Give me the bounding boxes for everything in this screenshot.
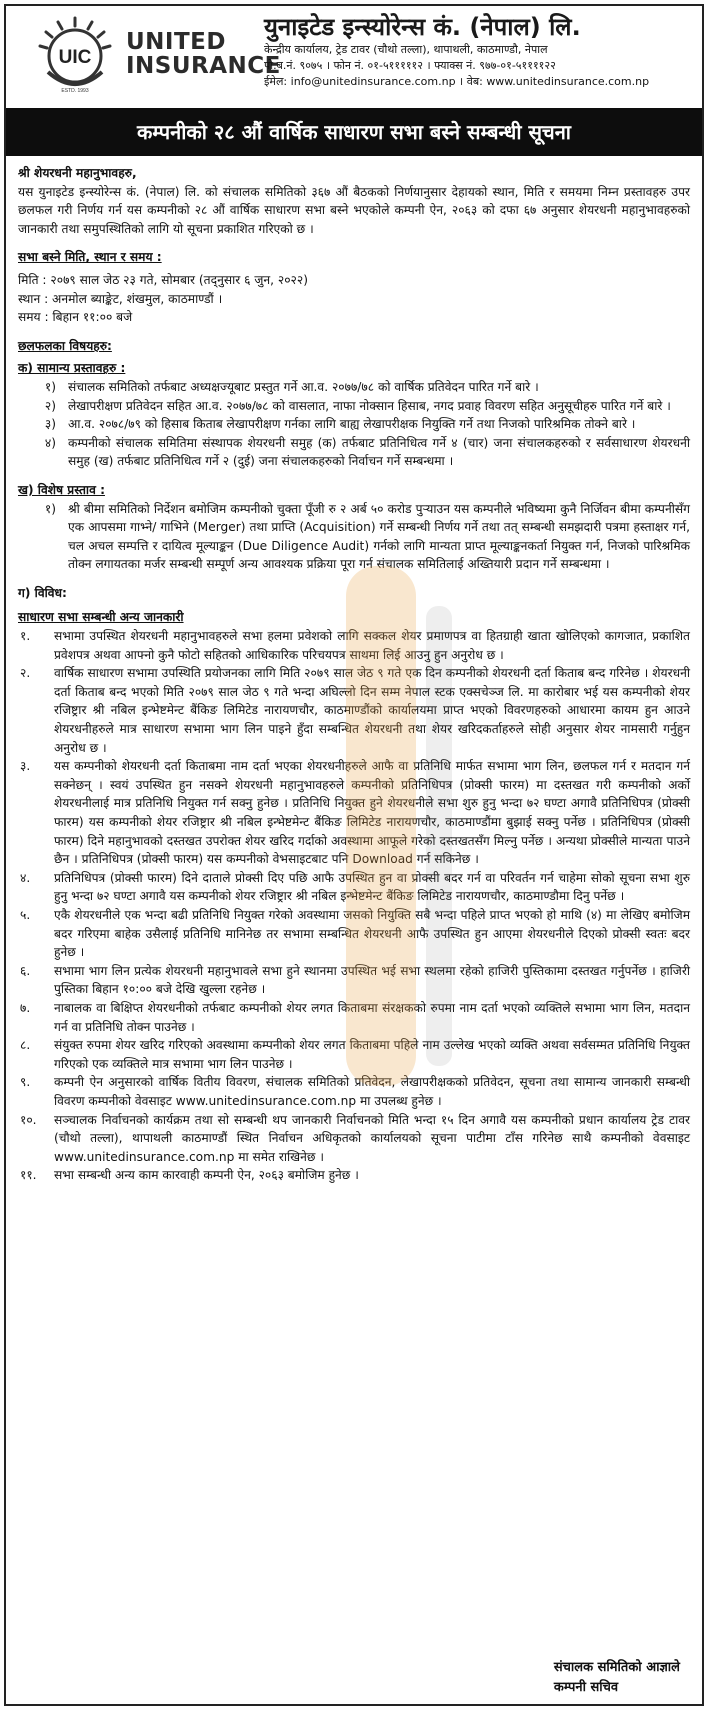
address: केन्द्रीय कार्यालय, ट्रेड टावर (चौथो तल्ला), थापाथली, काठमाण्डौ, नेपाल [264,43,548,56]
other-info-item-number: ३. [20,759,31,774]
other-info-item [18,757,690,869]
other-info-item-text: वार्षिक साधारण सभामा उपस्थिति प्रयोजनका लागि मिति २०७९ साल जेठ ९ गते एक दिन कम्पनीको शेयरधनी दर्ता किताब बन्द गरिनेछ । शेयरधनी दर्ता किताब बन्द भएको मिति २०७९ साल जेठ ९ गते भन्दा अघिल्लो दिन सम्म नेपाल स्टक एक्सचेञ्ज लि. मा कारोबार भई यस कम्पनीको शेयर रजिष्ट्रार श्री नबिल इन्भेष्टमेन्ट बैंकिङ लिमिटेड नारायणचौर, काठमाण्डौंको कार्यालयमा प्राप्त भएको विवरणहरुको आधारमा कायम हुन आउने शेयरधनीहरुले मात्र साधारण सभामा भाग लिन पाइने हुँदा सम्बन्धित शेयरधनी तथा शेयर खरिदकर्ताहरुले सोही अनुसार शेयर नामसारी गर्नुहुन अनुरोध छ । [54,666,690,755]
other-info-item [18,1166,690,1185]
general-proposal-item-number: ३) [44,417,56,432]
company-name-nepali: युनाइटेड इन्स्योरेन्स कं. (नेपाल) लि. [264,13,581,41]
other-info-item-text: नाबालक वा बिक्षिप्त शेयरधनीको तर्फबाट कम्पनीको शेयर लगत किताबमा संरक्षकको रुपमा नाम दर्ता भएको व्यक्तिले सभामा भाग लिन, मतदान गर्न वा प्रतिनिधि तोक्न पाउनेछ । [54,1000,690,1034]
other-info-item [18,1111,690,1167]
salutation: श्री शेयरधनी महानुभावहरु, [18,166,137,180]
other-info-item-number: ७. [20,1000,31,1015]
company-logo [36,16,114,96]
notice-body [6,156,702,1185]
other-info-item [18,962,690,999]
signature-line2: कम्पनी सचिव [553,1680,619,1695]
other-info-item [18,664,690,757]
other-info-item [18,999,690,1036]
signature-block [554,1658,680,1698]
general-proposals-heading: क) सामान्य प्रस्तावहरु : [18,361,126,376]
general-proposal-item-text: लेखापरीक्षण प्रतिवेदन सहित आ.व. २०७७/७८ को वासलात, नाफा नोक्सान हिसाब, नगद प्रवाह विवरण सहित अनुसूचीहरु पारित गर्ने बारे । [68,398,671,413]
other-info-item-text: सभामा भाग लिन प्रत्येक शेयरधनी महानुभावले सभा हुने स्थानमा उपस्थित भई सभा स्थलमा रहेको हाजिरी पुस्तिकामा दस्तखत गर्नुपर्नेछ । हाजिरी पुस्तिका बिहान १०:०० बजे देखि खुल्ला रहनेछ । [54,963,690,997]
other-info-item-number: ४. [20,870,31,885]
brand-name [126,30,281,78]
notice-frame [4,4,704,1706]
misc-heading: ग) विविध: [18,585,67,600]
general-proposal-item [18,434,690,471]
other-info-item [18,869,690,906]
other-info-item-number: ८. [20,1038,31,1053]
other-info-item [18,906,690,962]
signature-line1: संचालक समितिको आज्ञाले [553,1660,680,1675]
brand-line1: UNITED [126,29,226,55]
agenda-heading: छलफलका विषयहरु: [18,338,112,353]
other-info-item-text: सञ्चालक निर्वाचनको कार्यक्रम तथा सो सम्बन्धी थप जानकारी निर्वाचनको मिति भन्दा १५ दिन अगावै यस कम्पनीको प्रधान कार्यालय ट्रेड टावर (चौथो तल्ला), थापाथली काठमाण्डौं स्थित निर्वाचन अधिकृतको कार्यालयको सूचना पाटीमा टाँस गरिनेछ साथै कम्पनीको वेवसाइट www.unitedinsurance.com.np मा समेत राखिनेछ । [54,1112,690,1164]
general-proposal-item-number: १) [44,379,56,394]
notice-title: कम्पनीको २८ औं वार्षिक साधारण सभा बस्ने सम्बन्धी सूचना [6,108,702,156]
email-web: ईमेल: info@unitedinsurance.com.np । वेब: www.unitedinsurance.com.np [264,75,650,88]
general-proposal-item-text: संचालक समितिको तर्फबाट अध्यक्षज्यूबाट प्रस्तुत गर्ने आ.व. २०७७/७८ को वार्षिक प्रतिवेदन पारित गर्ने बारे । [68,379,539,394]
special-proposals-heading: ख) विशेष प्रस्ताव : [18,482,105,497]
po-phone-fax: पो.ब.नं. ९०७५ । फोन नं. ०१-५१११११२ । फ्याक्स नं. ९७७-०१-५११११२२ [264,59,556,72]
other-info-item-text: सभामा उपस्थित शेयरधनी महानुभावहरुले सभा हलमा प्रवेशको लागि सक्कल शेयर प्रमाणपत्र वा हितग्राही खाता खोलिएको कागजात, प्रकाशित प्रवेशपत्र अथवा आफ्नो कुनै फोटो सहितको आधिकारिक परिचयपत्र साथमा लिई आउनु हुन अनुरोध छ । [54,629,690,662]
general-proposal-item [18,378,690,397]
meeting-heading: सभा बस्ने मिति, स्थान र समय : [18,250,162,265]
other-info-item-number: १. [20,629,31,644]
special-proposal-item-text: श्री बीमा समितिको निर्देशन बमोजिम कम्पनीको चुक्ता पूँजी रु २ अर्ब ५० करोड पुऱ्याउन यस कम्पनीले भविष्यमा कुनै निर्जिवन बीमा कम्पनीसँग एक आपसमा गाभ्ने/ गाभिने (Merger) तथा प्राप्ति (Acquisition) गर्ने सम्बन्धी निर्णय गर्ने तथा तत् सम्बन्धी समझदारी पत्रमा हस्ताक्षर गर्न, चल अचल सम्पत्ति र दायित्व मूल्याङ्कन (Due Diligence Audit) गर्नको लागि मान्यता प्राप्त मूल्याङ्कनकर्ता नियुक्त गर्न, निजको पारिश्रमिक तोक्न लगायतका मर्जर सम्बन्धी सम्पूर्ण अन्य आवश्यक प्रक्रिया पूरा गर्न संचालक समितिलाई अख्तियारी प्रदान गर्ने सम्बन्धमा । [68,501,690,572]
special-proposal-item-number: १) [44,501,56,516]
other-info-item [18,627,690,664]
contact-block [264,12,700,90]
other-info-item-number: ९. [20,1075,31,1090]
other-info-item-text: प्रतिनिधिपत्र (प्रोक्सी फारम) दिने दाताले प्रोक्सी दिए पछि आफै उपस्थित हुन वा प्रोक्सी बदर गर्न वा परिवर्तन गर्न चाहेमा सोको सूचना सभा शुरु हुनु भन्दा ७२ घण्टा अगावै यस कम्पनीको शेयर रजिष्ट्रार श्री नबिल इन्भेष्टमेन्ट बैंकिङ लिमिटेड नारायणचौर, काठमाण्डौमा दिनु पर्नेछ । [54,870,690,904]
special-proposals-list [18,500,690,574]
other-info-item [18,1073,690,1110]
other-info-item-number: १०. [20,1112,37,1127]
general-proposals-list [18,378,690,471]
intro-paragraph: यस युनाइटेड इन्स्योरेन्स कं. (नेपाल) लि. को संचालक समितिको ३६७ औं बैठकको निर्णयानुसार देहायको स्थान, मिति र समयमा निम्न प्रस्तावहरु उपर छलफल गरी निर्णय गर्न यस कम्पनीको २८ औं वार्षिक साधारण सभा बस्ने भएकोले कम्पनी ऐन, २०६३ को दफा ६७ अनुसार शेयरधनी महानुभावहरुको जानकारी तथा समुपस्थितिको लागि यो सूचना प्रकाशित गरिएको छ । [18,184,690,236]
other-info-list [18,627,690,1185]
general-proposal-item-number: ४) [44,435,56,450]
general-proposal-item [18,397,690,416]
brand-line2: INSURANCE [126,53,281,79]
logo-est: ESTD. 1993 [61,88,89,94]
general-proposal-item-number: २) [44,398,56,413]
other-info-item-number: २. [20,666,31,681]
meeting-date: मिति : २०७९ साल जेठ २३ गते, सोमबार (तद्नुसार ६ जुन, २०२२) [18,272,308,287]
other-info-item-text: संयुक्त रुपमा शेयर खरिद गरिएको अवस्थामा कम्पनीको शेयर लगत किताबमा पहिले नाम उल्लेख भएको व्यक्ति अथवा सर्वसम्मत प्रतिनिधि नियुक्त गरिएको एक व्यक्तिले मात्र सभामा भाग लिन पाउनेछ । [54,1038,690,1071]
letterhead [6,6,702,108]
other-info-item-number: ५. [20,907,31,922]
other-info-item-text: सभा सम्बन्धी अन्य काम कारवाही कम्पनी ऐन, २०६३ बमोजिम हुनेछ । [54,1168,359,1183]
logo-text: UIC [58,47,92,68]
other-info-item-number: ११. [20,1168,37,1183]
general-proposal-item [18,415,690,434]
other-info-item-text: एकै शेयरधनीले एक भन्दा बढी प्रतिनिधि नियुक्त गरेको अवस्थामा जसको नियुक्ति सबै भन्दा पहिले प्राप्त भएको हो माथि (४) मा लेखिए बमोजिम बदर गरिएमा बाहेक उसैलाई प्रतिनिधि मानिनेछ तर सभामा सम्बन्धित शेयरधनी आफै उपस्थित हुन आएमा शेयरधनीले दिएको प्रोक्सी स्वतः बदर हुनेछ । [54,907,690,960]
meeting-time: समय : बिहान ११:०० बजे [18,310,133,325]
other-info-item-text: कम्पनी ऐन अनुसारको वार्षिक वितीय विवरण, संचालक समितिको प्रतिवेदन, लेखापरीक्षकको प्रतिवेदन, सूचना तथा सामान्य जानकारी सम्बन्धी विवरण कम्पनीको वेवसाइट www.unitedinsurance.com.np मा उपलब्ध हुनेछ । [54,1075,690,1108]
general-proposal-item-text: कम्पनीको संचालक समितिमा संस्थापक शेयरधनी समुह (क) तर्फबाट प्रतिनिधित्व गर्ने ४ (चार) जना संचालकहरुको र सर्वसाधारण शेयरधनी समुह (ख) तर्फबाट प्रतिनिधित्व गर्ने २ (दुई) जना संचालकहरुको निर्वाचन गर्ने सम्बन्धमा । [68,435,690,469]
other-info-item-text: यस कम्पनीको शेयरधनी दर्ता किताबमा नाम दर्ता भएका शेयरधनीहरुले आफै वा प्रतिनिधि मार्फत सभामा भाग लिन, छलफल गर्न र मतदान गर्न सक्नेछन् । स्वयं उपस्थित हुन नसक्ने शेयरधनी महानुभावहरुले कम्पनीको प्रतिनिधिपत्र (प्रोक्सी फारम) मा दस्तखत गरी कम्पनीको अर्को शेयरधनीलाई मात्र प्रतिनिधि नियुक्त गर्न सक्नु हुनेछ । प्रतिनिधि नियुक्त हुने शेयरधनीले सभा शुरु हुनु भन्दा ७२ घण्टा अगावै प्रतिनिधिपत्र (प्रोक्सी फारम) यस कम्पनीको शेयर रजिष्ट्रार श्री नबिल इन्भेष्टमेन्ट बैंकिङ लिमिटेड नारायणचौर, काठमाण्डौंमा बुझाई सक्नु पर्नेछ । प्रतिनिधिपत्र (प्रोक्सी फारम) दिने महानुभावको दस्तखत उपरोक्त शेयर खरिद गर्दाको अवस्थामा आफूले गरेको दस्तखतसँग मिल्नु पर्नेछ । अन्यथा प्रोक्सीले मान्यता पाउने छैन । प्रतिनिधिपत्र (प्रोक्सी फारम) यस कम्पनीको वेभसाइटबाट पनि Download गर्न सकिनेछ । [54,759,690,867]
other-info-heading: साधारण सभा सम्बन्धी अन्य जानकारी [18,610,184,625]
special-proposal-item [18,500,690,574]
meeting-place: स्थान : अनमोल ब्याङ्केट, शंखमुल, काठमाण्डौं । [18,291,223,306]
general-proposal-item-text: आ.व. २०७८/७९ को हिसाब किताब लेखापरीक्षण गर्नका लागि बाह्य लेखापरीक्षक नियुक्ति गर्ने तथा निजको पारिश्रमिक तोक्ने बारे । [68,417,636,432]
other-info-item-number: ६. [20,963,31,978]
other-info-item [18,1036,690,1073]
